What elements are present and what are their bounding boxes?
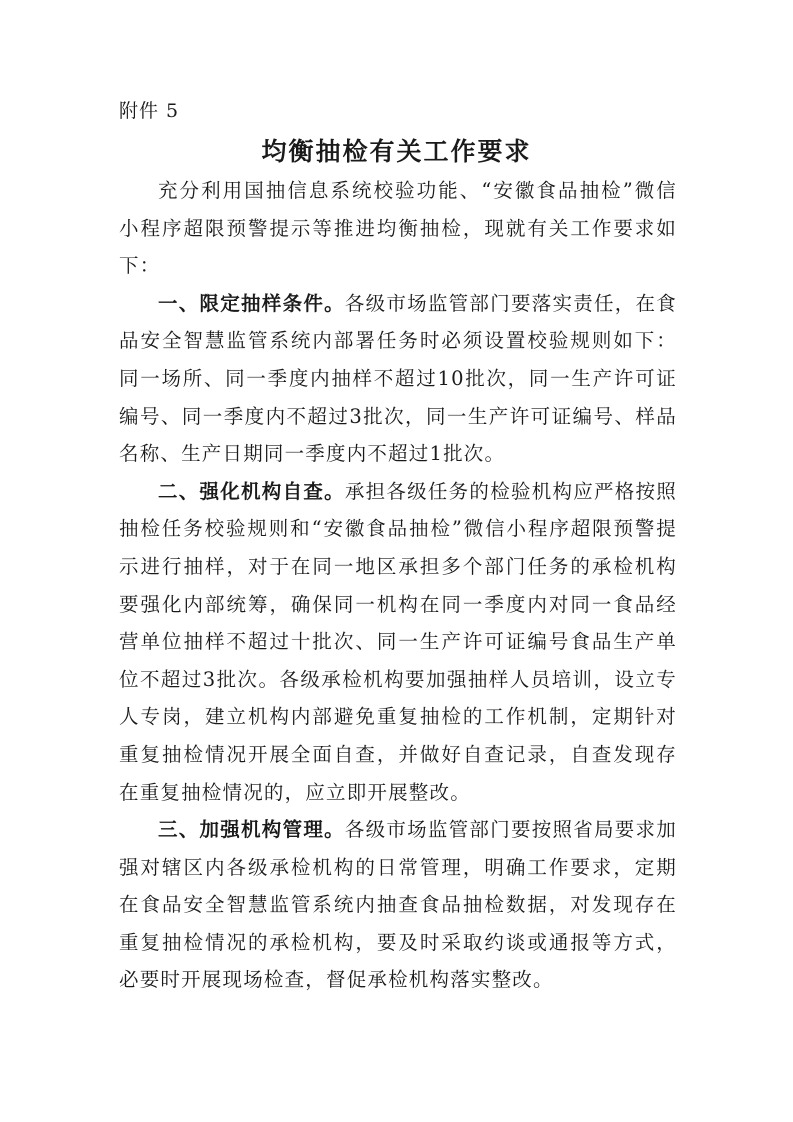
section-3-heading: 三、加强机构管理。	[158, 818, 345, 842]
section-1-text: 各级市场监管部门要落实责任，在食品安全智慧监管系统内部署任务时必须设置校验规则如下：同一场所、同一季度内抽样不超过10批次，同一生产许可证编号、同一季度内不超过3批次，同一生产许可证编号、样品名称、生产日期同一季度内不超过1批次。	[119, 291, 677, 466]
section-2-paragraph	[119, 473, 677, 811]
section-2-text: 承担各级任务的检验机构应严格按照抽检任务校验规则和“安徽食品抽检”微信小程序超限预警提示进行抽样，对于在同一地区承担多个部门任务的承检机构要强化内部统筹，确保同一机构在同一季度内对同一食品经营单位抽样不超过十批次、同一生产许可证编号食品生产单位不超过3批次。各级承检机构要加强抽样人员培训，设立专人专岗，建立机构内部避免重复抽检的工作机制，定期针对重复抽检情况开展全面自查，并做好自查记录，自查发现存在重复抽检情况的，应立即开展整改。	[119, 479, 677, 804]
section-3-text: 各级市场监管部门要按照省局要求加强对辖区内各级承检机构的日常管理，明确工作要求，定期在食品安全智慧监管系统内抽查食品抽检数据，对发现存在重复抽检情况的承检机构，要及时采取约谈或通报等方式，必要时开展现场检查，督促承检机构落实整改。	[119, 818, 677, 992]
section-3-paragraph	[119, 811, 677, 999]
section-2-heading: 二、强化机构自查。	[158, 479, 345, 503]
document-title: 均衡抽检有关工作要求	[261, 137, 532, 166]
section-1-paragraph	[119, 285, 677, 473]
attachment-label: 附件 5	[119, 100, 180, 122]
intro-paragraph: 充分利用国抽信息系统校验功能、“安徽食品抽检”微信小程序超限预警提示等推进均衡抽检，现就有关工作要求如下：	[119, 179, 677, 278]
document-body	[119, 172, 677, 999]
section-1-heading: 一、限定抽样条件。	[158, 291, 345, 315]
